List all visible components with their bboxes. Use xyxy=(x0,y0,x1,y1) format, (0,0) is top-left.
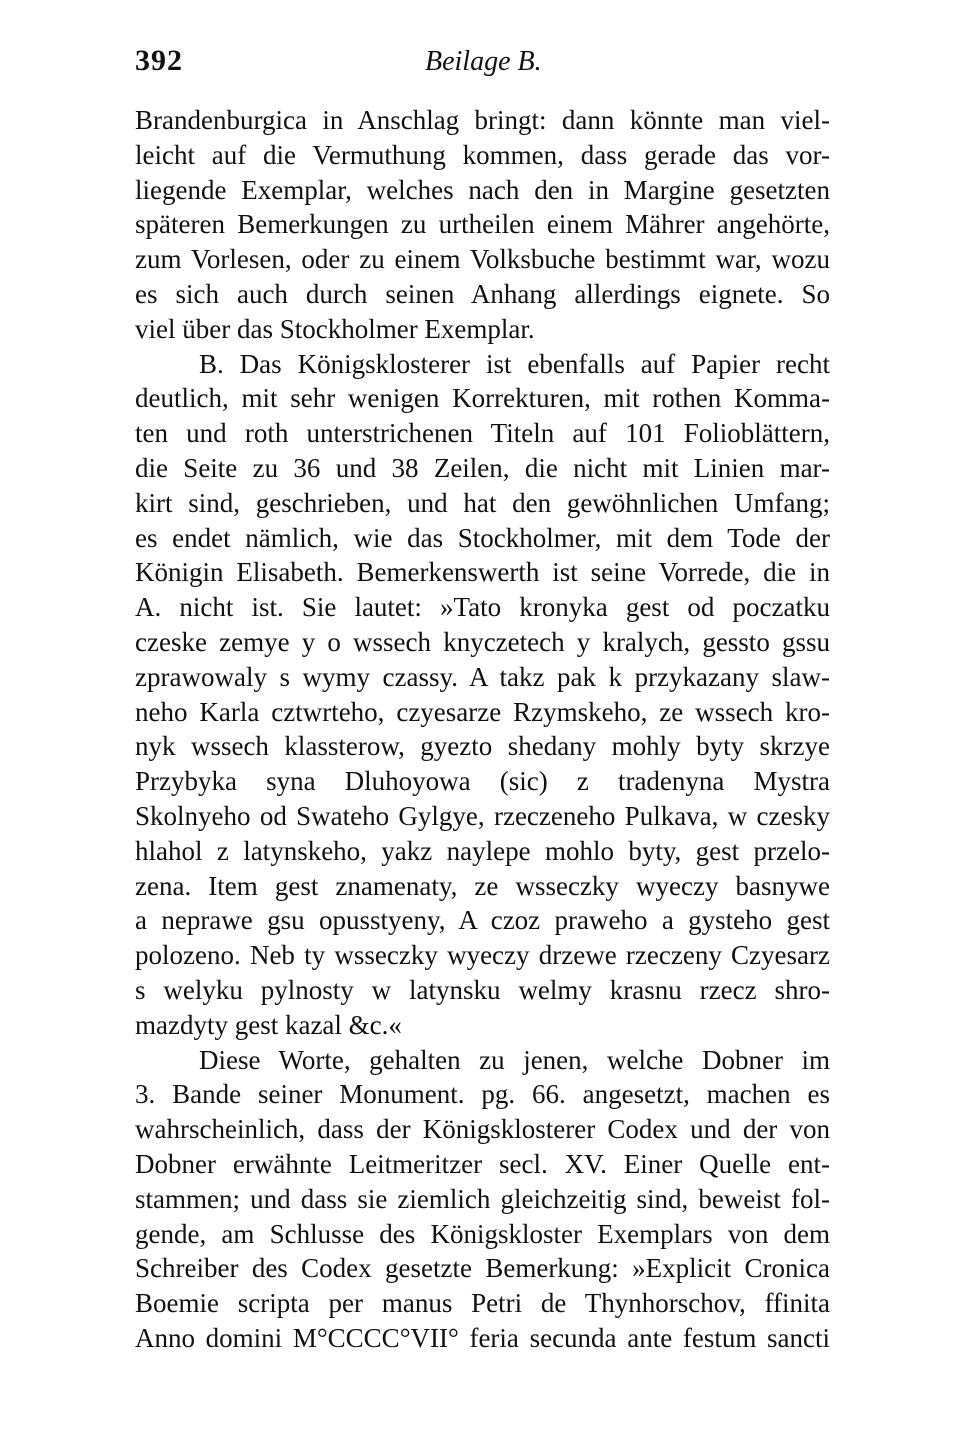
text-line: zprawowaly s wymy czassy. A takz pak k przykazany slaw- xyxy=(135,661,830,692)
text-line: zena. Item gest znamenaty, ze wsseczky wyeczy basnywe xyxy=(135,870,830,901)
text-line: Brandenburgica in Anschlag bringt: dann könnte man viel- xyxy=(135,105,830,135)
text-line: stammen; und dass sie ziemlich gleichzeitig sind, beweist fol- xyxy=(135,1183,830,1214)
text-line: ten und roth unterstrichenen Titeln auf 101 Folioblättern, xyxy=(135,418,830,449)
text-line: Schreiber des Codex gesetzte Bemerkung: »Explicit Cronica xyxy=(135,1253,830,1284)
running-head: Beilage B. xyxy=(425,46,542,77)
text-line: deutlich, mit sehr wenigen Korrekturen, mit rothen Komma- xyxy=(135,383,830,414)
text-line: Diese Worte, gehalten zu jenen, welche Dobner im xyxy=(199,1044,830,1075)
text-line: 3. Bande seiner Monument. pg. 66. angesetzt, machen es xyxy=(135,1079,830,1110)
text-line: kirt sind, geschrieben, und hat den gewöhnlichen Umfang; xyxy=(135,487,830,518)
text-line: hlahol z latynskeho, yakz naylepe mohlo byty, gest przelo- xyxy=(135,835,830,866)
text-line: neho Karla cztwrteho, czyesarze Rzymskeho, ze wssech kro- xyxy=(135,696,830,727)
text-line: B. Das Königsklosterer ist ebenfalls auf Papier recht xyxy=(199,348,830,379)
text-line: Königin Elisabeth. Bemerkenswerth ist seine Vorrede, die in xyxy=(135,557,830,588)
text-line: a neprawe gsu opusstyeny, A czoz praweho a gysteho gest xyxy=(135,905,830,936)
text-line: Przybyka syna Dluhoyowa (sic) z tradenyna Mystra xyxy=(135,766,830,797)
page-number: 392 xyxy=(135,44,183,77)
text-line: wahrscheinlich, dass der Königsklosterer Codex und der von xyxy=(135,1114,830,1145)
text-line: nyk wssech klassterow, gyezto shedany mohly byty skrzye xyxy=(135,731,830,762)
text-line: die Seite zu 36 und 38 Zeilen, die nicht mit Linien mar- xyxy=(135,452,830,483)
body-text xyxy=(135,103,830,1356)
text-line: viel über das Stockholmer Exemplar. xyxy=(135,313,535,344)
text-line: mazdyty gest kazal &c.« xyxy=(135,1009,402,1040)
page-header xyxy=(135,44,830,84)
text-line: es sich auch durch seinen Anhang allerdings eignete. So xyxy=(135,278,830,309)
text-line: gende, am Schlusse des Königskloster Exemplars von dem xyxy=(135,1218,830,1249)
text-line: liegende Exemplar, welches nach den in Margine gesetzten xyxy=(135,174,830,205)
text-line: leicht auf die Vermuthung kommen, dass gerade das vor- xyxy=(135,139,830,170)
text-line: es endet nämlich, wie das Stockholmer, mit dem Tode der xyxy=(135,522,830,553)
text-line: Dobner erwähnte Leitmeritzer secl. XV. Einer Quelle ent- xyxy=(135,1148,830,1179)
text-line: späteren Bemerkungen zu urtheilen einem Mährer angehörte, xyxy=(135,209,830,240)
text-line: Skolnyeho od Swateho Gylgye, rzeczeneho Pulkava, w czesky xyxy=(135,800,830,831)
text-line: Anno domini M°CCCC°VII° feria secunda ante festum sancti xyxy=(135,1322,830,1353)
text-line: polozeno. Neb ty wsseczky wyeczy drzewe rzeczeny Czyesarz xyxy=(135,940,830,971)
text-line: czeske zemye y o wssech knyczetech y kralych, gessto gssu xyxy=(135,626,830,657)
text-line: s welyku pylnosty w latynsku welmy krasnu rzecz shro- xyxy=(135,974,830,1005)
text-line: zum Vorlesen, oder zu einem Volksbuche bestimmt war, wozu xyxy=(135,244,830,275)
text-line: Boemie scripta per manus Petri de Thynhorschov, ffinita xyxy=(135,1288,830,1319)
text-line: A. nicht ist. Sie lautet: »Tato kronyka gest od poczatku xyxy=(135,592,830,623)
